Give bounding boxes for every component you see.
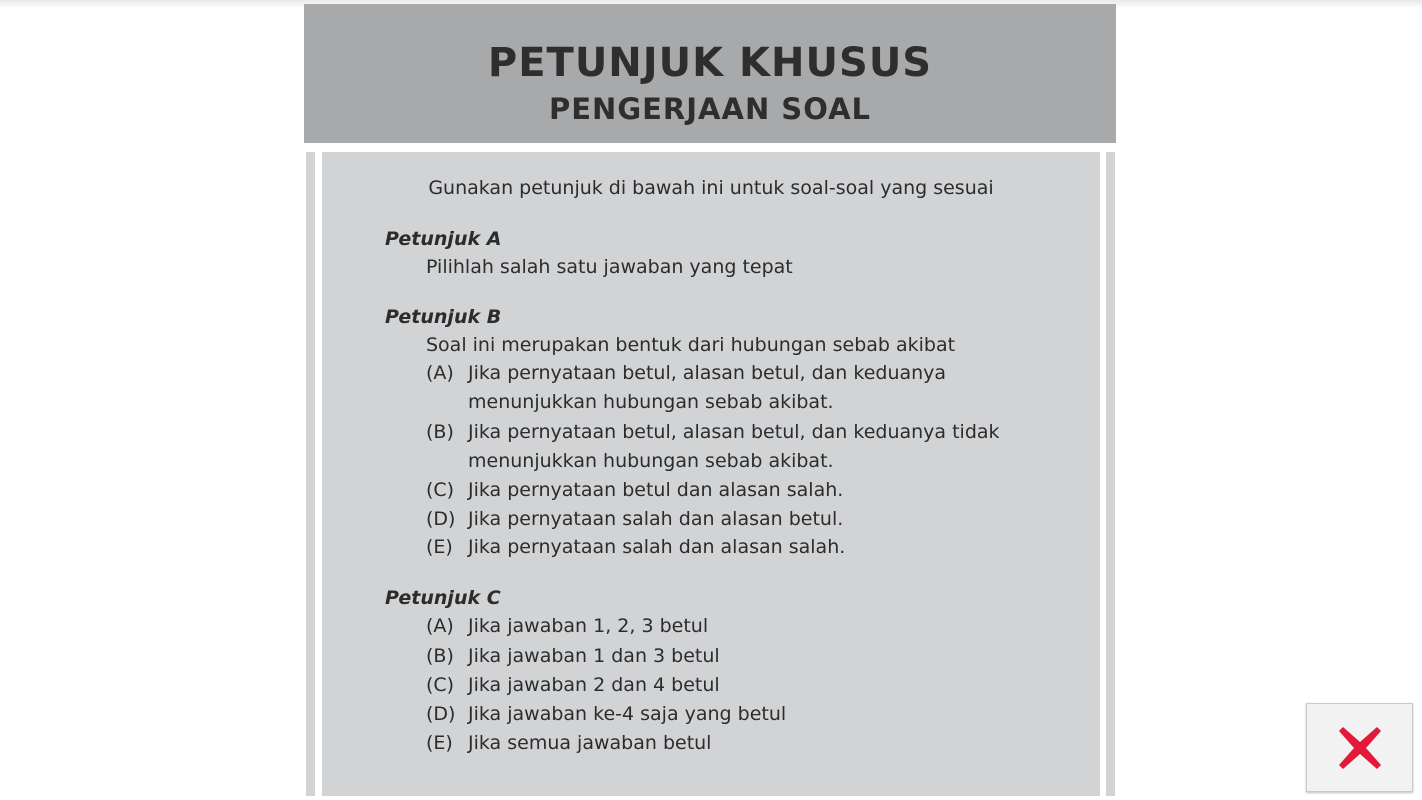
option-text: Jika jawaban 1 dan 3 betul [468,645,720,667]
option-text: menunjukkan hubungan sebab akibat. [468,450,834,472]
option-text: Jika jawaban 1, 2, 3 betul [468,615,709,637]
option-label: (A) [426,362,454,384]
option-text: Jika pernyataan salah dan alasan betul. [468,508,844,530]
petunjuk-a-title: Petunjuk A [385,228,502,250]
petunjuk-b-description: Soal ini merupakan bentuk dari hubungan sebab akibat [426,334,956,356]
petunjuk-a-description: Pilihlah salah satu jawaban yang tepat [426,256,793,278]
page-subtitle: PENGERJAAN SOAL [548,92,871,126]
option-text: Jika pernyataan betul, alasan betul, dan keduanya [468,362,947,384]
option-text: Jika pernyataan betul, alasan betul, dan keduanya tidak [468,421,1000,443]
page-title: PETUNJUK KHUSUS [487,40,933,86]
petunjuk-b-title: Petunjuk B [385,306,502,328]
option-text: Jika pernyataan salah dan alasan salah. [468,536,846,558]
instructions-header [304,4,1116,143]
option-label: (E) [426,732,453,754]
option-label: (E) [426,536,453,558]
frame-right-bar [1106,152,1115,796]
option-label: (D) [426,508,456,530]
instructions-panel [322,152,1100,796]
petunjuk-c-title: Petunjuk C [385,587,501,609]
intro-text: Gunakan petunjuk di bawah ini untuk soal-soal yang sesuai [428,177,994,199]
close-icon [1337,725,1383,771]
option-text: Jika semua jawaban betul [468,732,712,754]
option-label: (B) [426,645,454,667]
close-button[interactable] [1306,703,1413,792]
instructions-frame [304,150,1116,800]
option-text: menunjukkan hubungan sebab akibat. [468,391,834,413]
option-label: (A) [426,615,454,637]
option-label: (C) [426,674,455,696]
option-text: Jika jawaban 2 dan 4 betul [468,674,720,696]
option-text: Jika jawaban ke-4 saja yang betul [468,703,787,725]
option-label: (C) [426,479,455,501]
frame-left-bar [306,152,315,796]
option-label: (B) [426,421,454,443]
option-label: (D) [426,703,456,725]
option-text: Jika pernyataan betul dan alasan salah. [468,479,844,501]
